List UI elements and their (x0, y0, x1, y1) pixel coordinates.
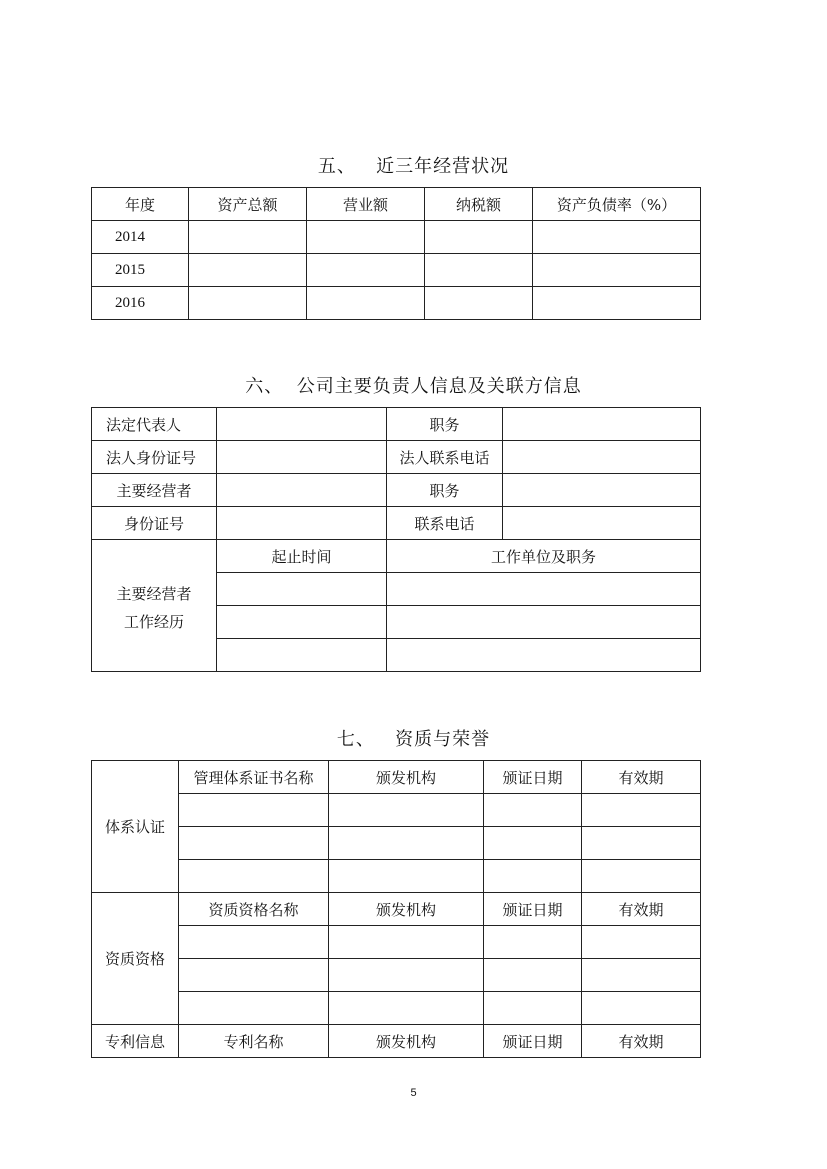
work-history-label (92, 540, 217, 672)
employer-input[interactable] (387, 606, 701, 639)
phone-label: 联系电话 (387, 507, 503, 540)
table-row (92, 287, 701, 320)
year-cell: 2014 (92, 221, 189, 254)
issue-date-header: 颁证日期 (484, 1025, 582, 1058)
section-title-qualifications: 七、 资质与荣誉 (336, 729, 491, 750)
main-operator-input[interactable] (217, 474, 387, 507)
validity-header: 有效期 (582, 761, 701, 794)
section-title-principals: 六、 公司主要负责人信息及关联方信息 (245, 376, 582, 397)
issue-date-input[interactable] (484, 827, 582, 860)
main-operator-label: 主要经营者 (92, 474, 217, 507)
issuer-header: 颁发机构 (329, 1025, 484, 1058)
table-row (92, 254, 701, 287)
issuer-header: 颁发机构 (329, 761, 484, 794)
issue-date-input[interactable] (484, 992, 582, 1025)
header-tax: 纳税额 (425, 188, 533, 221)
legal-id-label: 法人身份证号 (92, 441, 217, 474)
issuer-input[interactable] (329, 992, 484, 1025)
revenue-input[interactable] (307, 254, 425, 287)
position-input[interactable] (503, 474, 701, 507)
period-input[interactable] (217, 606, 387, 639)
system-cert-label: 体系认证 (92, 761, 179, 893)
qual-name-input[interactable] (179, 959, 329, 992)
work-history-line2: 工作经历 (123, 612, 184, 631)
period-header: 起止时间 (217, 540, 387, 573)
qualification-label: 资质资格 (92, 893, 179, 1025)
position-input[interactable] (503, 408, 701, 441)
validity-input[interactable] (582, 794, 701, 827)
issue-date-header: 颁证日期 (484, 893, 582, 926)
year-cell: 2015 (92, 254, 189, 287)
validity-input[interactable] (582, 926, 701, 959)
position-label: 职务 (387, 474, 503, 507)
work-history-line1: 主要经营者 (116, 584, 192, 603)
table-row (92, 959, 701, 992)
legal-id-input[interactable] (217, 441, 387, 474)
validity-input[interactable] (582, 827, 701, 860)
cert-name-input[interactable] (179, 827, 329, 860)
table-row (92, 221, 701, 254)
total-assets-input[interactable] (189, 254, 307, 287)
principals-table (91, 407, 701, 672)
header-revenue: 营业额 (307, 188, 425, 221)
debt-ratio-input[interactable] (533, 254, 701, 287)
table-row (92, 926, 701, 959)
issuer-input[interactable] (329, 794, 484, 827)
id-number-label: 身份证号 (92, 507, 217, 540)
issue-date-header: 颁证日期 (484, 761, 582, 794)
issue-date-input[interactable] (484, 794, 582, 827)
header-total-assets: 资产总额 (189, 188, 307, 221)
patent-label: 专利信息 (92, 1025, 179, 1058)
qual-name-input[interactable] (179, 992, 329, 1025)
revenue-input[interactable] (307, 287, 425, 320)
tax-input[interactable] (425, 221, 533, 254)
cert-name-input[interactable] (179, 860, 329, 893)
issuer-input[interactable] (329, 827, 484, 860)
period-input[interactable] (217, 639, 387, 672)
period-input[interactable] (217, 573, 387, 606)
employer-header: 工作单位及职务 (387, 540, 701, 573)
total-assets-input[interactable] (189, 287, 307, 320)
qual-name-header: 资质资格名称 (179, 893, 329, 926)
revenue-input[interactable] (307, 221, 425, 254)
tax-input[interactable] (425, 287, 533, 320)
page-number: 5 (410, 1087, 417, 1099)
header-year: 年度 (92, 188, 189, 221)
position-label: 职务 (387, 408, 503, 441)
validity-input[interactable] (582, 992, 701, 1025)
validity-input[interactable] (582, 959, 701, 992)
issue-date-input[interactable] (484, 959, 582, 992)
tax-input[interactable] (425, 254, 533, 287)
issuer-input[interactable] (329, 860, 484, 893)
table-row (92, 827, 701, 860)
legal-rep-input[interactable] (217, 408, 387, 441)
cert-name-header: 管理体系证书名称 (179, 761, 329, 794)
legal-phone-input[interactable] (503, 441, 701, 474)
issuer-input[interactable] (329, 959, 484, 992)
qualifications-table (91, 760, 701, 1058)
validity-header: 有效期 (582, 893, 701, 926)
issue-date-input[interactable] (484, 860, 582, 893)
operations-table (91, 187, 701, 320)
issue-date-input[interactable] (484, 926, 582, 959)
header-debt-ratio: 资产负债率（%） (533, 188, 701, 221)
employer-input[interactable] (387, 639, 701, 672)
validity-header: 有效期 (582, 1025, 701, 1058)
table-row (92, 860, 701, 893)
legal-phone-label: 法人联系电话 (387, 441, 503, 474)
id-number-input[interactable] (217, 507, 387, 540)
section-title-operations: 五、 近三年经营状况 (317, 156, 510, 177)
patent-name-header: 专利名称 (179, 1025, 329, 1058)
debt-ratio-input[interactable] (533, 287, 701, 320)
year-cell: 2016 (92, 287, 189, 320)
table-row (92, 794, 701, 827)
legal-rep-label: 法定代表人 (92, 408, 217, 441)
table-row (92, 992, 701, 1025)
employer-input[interactable] (387, 573, 701, 606)
issuer-input[interactable] (329, 926, 484, 959)
cert-name-input[interactable] (179, 794, 329, 827)
phone-input[interactable] (503, 507, 701, 540)
validity-input[interactable] (582, 860, 701, 893)
debt-ratio-input[interactable] (533, 221, 701, 254)
issuer-header: 颁发机构 (329, 893, 484, 926)
qual-name-input[interactable] (179, 926, 329, 959)
total-assets-input[interactable] (189, 221, 307, 254)
